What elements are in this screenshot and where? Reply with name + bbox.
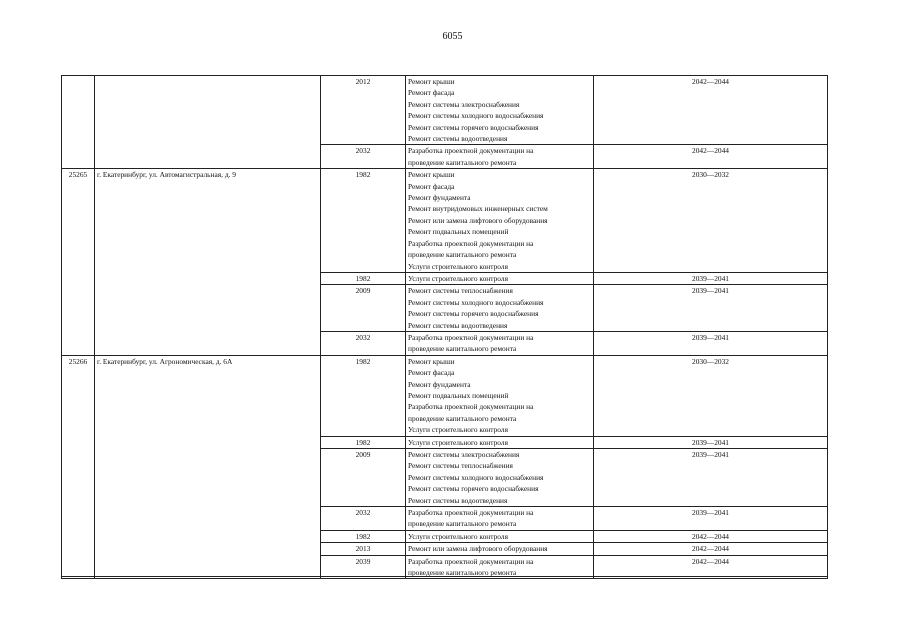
work-list [406, 449, 594, 507]
work-item: Ремонт или замена лифтового оборудования [408, 544, 548, 554]
work-list [406, 169, 594, 273]
repair-period: 2042—2044 [594, 555, 828, 579]
work-item: Ремонт системы водоотведения [408, 495, 508, 505]
work-item: Ремонт крыши [408, 170, 455, 180]
repair-period: 2042—2044 [594, 145, 828, 169]
work-item: Разработка проектной документации на [408, 508, 534, 518]
work-item: Разработка проектной документации на [408, 556, 534, 566]
commission-year: 2013 [321, 543, 406, 555]
repair-period: 2039—2041 [594, 285, 828, 332]
work-list [406, 331, 594, 355]
work-item: Ремонт подвальных помещений [408, 227, 509, 237]
table-row [62, 76, 828, 145]
work-item: Услуги строительного контроля [408, 531, 508, 541]
work-item: Ремонт фасада [408, 88, 455, 98]
table-row [62, 169, 828, 273]
work-item: Ремонт фундамента [408, 193, 471, 203]
commission-year: 2039 [321, 555, 406, 579]
building-number: 25266 [62, 355, 95, 579]
work-item: Ремонт фасада [408, 368, 455, 378]
work-list [406, 272, 594, 284]
work-item: Ремонт крыши [408, 77, 455, 86]
work-item: Ремонт крыши [408, 356, 455, 366]
building-address [95, 76, 321, 169]
commission-year: 1982 [321, 436, 406, 448]
work-item: Ремонт системы холодного водоснабжения [408, 472, 544, 482]
commission-year: 2032 [321, 331, 406, 355]
work-item: Ремонт системы водоотведения [408, 320, 508, 330]
work-item: Ремонт системы водоотведения [408, 134, 508, 144]
work-item: Ремонт или замена лифтового оборудования [408, 215, 548, 225]
work-item: проведение капитального ремонта [408, 344, 517, 354]
work-list [406, 530, 594, 542]
repair-period: 2039—2041 [594, 272, 828, 284]
repair-period: 2042—2044 [594, 543, 828, 555]
commission-year: 1982 [321, 530, 406, 542]
repair-period: 2042—2044 [594, 76, 828, 145]
repair-period: 2039—2041 [594, 436, 828, 448]
table-row [62, 355, 828, 436]
work-list [406, 507, 594, 531]
work-item: Ремонт системы электроснабжения [408, 99, 520, 109]
commission-year: 1982 [321, 355, 406, 436]
work-list [406, 436, 594, 448]
work-item: проведение капитального ремонта [408, 413, 517, 423]
commission-year: 1982 [321, 272, 406, 284]
building-address: г. Екатеринбург, ул. Агрономическая, д. 6А [95, 355, 321, 579]
work-item: Ремонт фундамента [408, 379, 471, 389]
table-bottom-rule [61, 576, 827, 577]
work-item: проведение капитального ремонта [408, 250, 517, 260]
commission-year: 2009 [321, 285, 406, 332]
work-item: проведение капитального ремонта [408, 157, 517, 167]
repair-period: 2039—2041 [594, 449, 828, 507]
work-item: Разработка проектной документации на [408, 146, 534, 156]
commission-year: 2012 [321, 76, 406, 145]
work-item: Услуги строительного контроля [408, 261, 508, 271]
work-item: Разработка проектной документации на [408, 238, 534, 248]
work-item: проведение капитального ремонта [408, 519, 517, 529]
work-item: Ремонт системы теплоснабжения [408, 461, 513, 471]
work-item: Разработка проектной документации на [408, 332, 534, 342]
work-item: Ремонт фасада [408, 181, 455, 191]
work-item: Ремонт системы холодного водоснабжения [408, 297, 544, 307]
work-list [406, 76, 594, 145]
work-item: Ремонт подвальных помещений [408, 390, 509, 400]
work-list [406, 145, 594, 169]
work-item: Ремонт системы горячего водоснабжения [408, 484, 539, 494]
building-address: г. Екатеринбург, ул. Автомагистральная, д. 9 [95, 169, 321, 356]
work-item: Услуги строительного контроля [408, 437, 508, 447]
page-number: 6055 [442, 31, 463, 42]
work-item: Ремонт системы теплоснабжения [408, 286, 513, 296]
building-number [62, 76, 95, 169]
work-list [406, 355, 594, 436]
commission-year: 2009 [321, 449, 406, 507]
repair-period: 2030—2032 [594, 169, 828, 273]
building-number: 25265 [62, 169, 95, 356]
repair-period: 2039—2041 [594, 331, 828, 355]
work-list [406, 285, 594, 332]
work-item: Ремонт внутридомовых инженерных систем [408, 204, 548, 214]
work-item: Ремонт системы холодного водоснабжения [408, 111, 544, 121]
work-item: Услуги строительного контроля [408, 273, 508, 283]
work-item: проведение капитального ремонта [408, 568, 517, 578]
work-item: Разработка проектной документации на [408, 402, 534, 412]
commission-year: 1982 [321, 169, 406, 273]
work-item: Ремонт системы горячего водоснабжения [408, 122, 539, 132]
repair-period: 2039—2041 [594, 507, 828, 531]
repair-period: 2030—2032 [594, 355, 828, 436]
repair-schedule-table [61, 75, 828, 579]
work-list [406, 543, 594, 555]
work-item: Ремонт системы электроснабжения [408, 450, 520, 459]
commission-year: 2032 [321, 145, 406, 169]
schedule-body [62, 76, 828, 579]
repair-period: 2042—2044 [594, 530, 828, 542]
work-item: Услуги строительного контроля [408, 425, 508, 435]
commission-year: 2032 [321, 507, 406, 531]
work-item: Ремонт системы горячего водоснабжения [408, 309, 539, 319]
